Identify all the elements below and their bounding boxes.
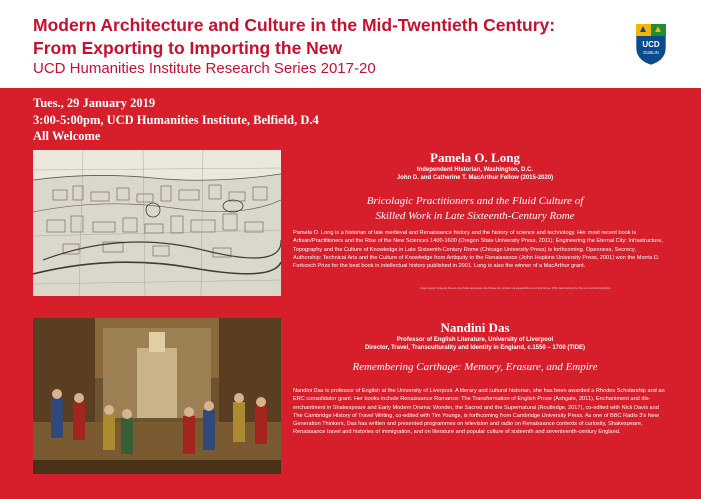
series-subtitle: UCD Humanities Institute Research Series 2017-20 xyxy=(33,60,376,77)
speaker-2-affiliation-1: Professor of English Literature, University of Liverpool xyxy=(396,337,554,343)
speaker-2-bio: Nandini Das is professor of English at the University of Liverpool. A literary and cultural historian, she has been awarded a Rhodes Scholarship and an ERC consolidator grant. Her books include Renaissance Romance: The Transformation of English Prose (Ashgate, 2011), Enchantment and dis-enchantment in Shakespeare and Early Modern Drama: Wonder, the Sacred and the Supernatural (Routledge, 2017), co-edited with Nick Davis and The Cambridge History of Travel Writing, co-edited with Tim Youngs, is forthcoming from Cambridge University Press. As one of BBC Radio 3's New Generation Thinkers, Das has written and presented programmes on television and radio on Renaissance contexts of curiosity, Shakespeare, Renaissance travel and histories of immigration, and on literature and popular culture of sixteenth and seventeenth-century England. xyxy=(293,388,665,436)
poster-title-line-2: From Exporting to Importing the New xyxy=(33,38,343,58)
ucd-crest-logo xyxy=(634,22,668,66)
speaker-2-name: Nandini Das xyxy=(440,320,510,335)
header xyxy=(0,0,701,88)
event-details xyxy=(33,95,319,145)
speaker-2-affiliation-2: Director, Travel, Transculturality and Identity in England, c.1550 – 1700 (TIDE) xyxy=(364,345,586,351)
speaker-1-talk-title-line-2: Skilled Work in Late Sixteenth-Century Rome xyxy=(375,210,575,222)
renaissance-painting-image xyxy=(33,318,281,474)
speaker-1 xyxy=(290,150,660,224)
speaker-1-talk-title xyxy=(290,194,660,224)
speaker-2 xyxy=(290,320,660,375)
speaker-1-affiliation-1: Independent Historian, Washington, D.C. xyxy=(416,167,534,173)
speaker-1-talk-title-line-1: Bricolagic Practitioners and the Fluid Culture of xyxy=(366,195,584,207)
speaker-2-talk-title: Remembering Carthage: Memory, Erasure, and Empire xyxy=(352,361,598,373)
speaker-1-bio: Pamela O. Long is a historian of late medieval and Renaissance history and the history of science and technology. Her most recent book is Artisan/Practitioners and the Rise of the New Sciences 1400-1600 (Oregon State University Press, 2011); Engineering the Eternal City: Infrastructure, Topography and the Culture of Knowledge in Late Sixteenth-Century Rome (Chicago University Press) is forthcoming. Openness, Secrecy, Authorship: Technical Arts and the Culture of Knowledge from Antiquity to the Renaissance (John Hopkins University Press, 2001) won the Morris D. Forkosch Prize for the best book in intellectual history published in 2001. Long is also the winner of a MacArthur grant. xyxy=(293,230,663,270)
image-credit: Image: Antonio Tempesta, Recens prout hodie iacet almae urbis Romae cum omnibus viis aquaeductibus et templis Romae, 1593; detail showing the Tiber and surrounding districts. xyxy=(420,287,612,290)
event-date: Tues., 29 January 2019 xyxy=(33,96,156,110)
crest-dublin-text: DUBLIN xyxy=(643,50,659,55)
crest-ucd-text: UCD xyxy=(642,40,660,49)
rome-engraving-image xyxy=(33,150,281,296)
poster-title-line-1: Modern Architecture and Culture in the Mid-Twentieth Century: xyxy=(33,15,556,35)
event-welcome: All Welcome xyxy=(33,129,101,143)
event-time-place: 3:00-5:00pm, UCD Humanities Institute, Belfield, D.4 xyxy=(33,112,319,127)
speaker-1-affiliation-2: John D. and Catherine T. MacArthur Fellow (2015-2020) xyxy=(396,175,554,181)
speaker-1-name: Pamela O. Long xyxy=(430,150,520,165)
